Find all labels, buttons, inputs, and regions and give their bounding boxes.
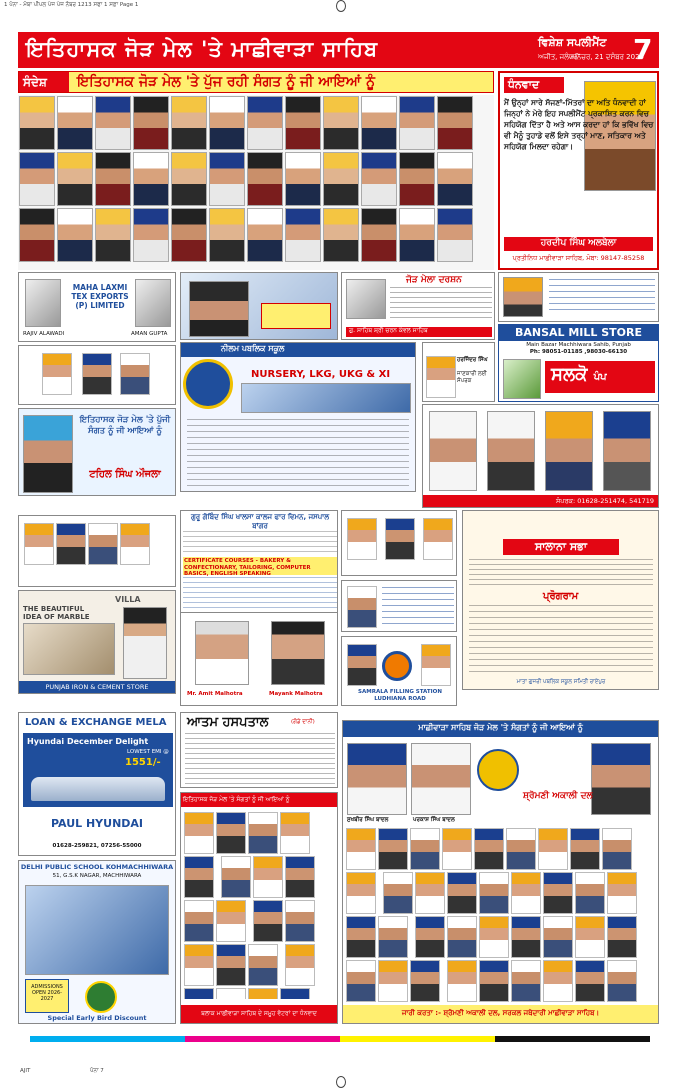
cars-image [31,777,165,801]
portrait-photo [95,152,131,206]
portrait-photo [247,96,283,150]
portrait-photo [209,152,245,206]
message-text: ਇਤਿਹਾਸਕ ਜੋੜ ਮੇਲ 'ਤੇ ਪੁੱਜ ਰਹੀ ਸੰਗਤ ਨੂੰ ਜੀ ਆਇਆਂ ਨੂੰ [77,74,375,90]
person-photo [285,900,315,942]
ad-three-leaders [341,510,457,576]
person-photo [385,518,415,560]
portrait-photo [285,208,321,262]
doctor-name: Mr. Amit Malhotra [187,691,243,697]
person-photo [285,856,315,898]
brand-name: VILLA [115,595,141,604]
person-photo [184,944,214,986]
ad-banner-person [180,272,338,340]
person-photo [575,916,605,958]
person-photo [248,988,278,999]
program-list [469,605,653,675]
person-photo [479,872,509,914]
person-photo [575,872,605,914]
person-photo [280,812,310,854]
store-name: PUNJAB IRON & CEMENT STORE [19,681,175,693]
person-photo [429,411,477,491]
person-photo [285,944,315,986]
person-photo [120,523,150,565]
college-info-text [183,577,337,611]
person-name: ਟਹਿਲ ਸਿੰਘ ਔਜਲਾ [89,469,161,480]
person-photo [378,916,408,958]
person-photo [346,960,376,1002]
person-photo [135,279,171,327]
print-info-bar: 1 ਪੰਨਾ - ਮੋਬਾ ਪੀਪਲ ਪੇਜ ਪੇਜ ਨੰਬਰ 1213 ਸਫਾ 1 ਸਫ਼ਾ Page 1 [4,2,139,8]
ad-body-text [382,587,454,627]
person-photo [447,960,477,1002]
school-header-bar [181,343,415,357]
edition-date: ਸ਼ਨਿੱਚਰ, 21 ਦਸੰਬਰ 2025 [570,53,644,61]
person-photo [543,872,573,914]
person-photo [415,916,445,958]
portrait-photo [247,208,283,262]
ad-text: ਜਾਣਕਾਰੀ ਲਈ ਸੰਪਰਕ [457,371,487,384]
offer-title: Hyundai December Delight [27,737,149,746]
person-photo [216,988,246,999]
school-name: DELHI PUBLIC SCHOOL KOHMACHHIWARA [20,863,174,871]
store-phone: Ph: 98051-01185 ,98030-66130 [529,349,628,355]
ad-filling-station [341,636,457,706]
ad-body-text [549,279,655,315]
portrait-photo [57,152,93,206]
person-photo [216,944,246,986]
hospital-name: ਆਤਮ ਹਸਪਤਾਲ [187,715,269,730]
person-photo [447,916,477,958]
person-photo [24,523,54,565]
portrait-photo [209,96,245,150]
ad-welcome-box [341,580,457,632]
portrait-photo [19,208,55,262]
person-photo [346,916,376,958]
person-photo [607,916,637,958]
portrait-photo [285,152,321,206]
portrait-photo [361,152,397,206]
portrait-photo [133,96,169,150]
discount-text: Special Early Bird Discount [47,1014,147,1022]
person-photo [280,988,310,999]
person-photo [511,916,541,958]
portrait-photo [437,152,473,206]
color-registration-bar [30,1036,650,1042]
person-photo [442,828,472,870]
ad-school [180,342,416,492]
hospital-tag: (ਗੋਡੇ ਦਾਨੀ) [291,719,315,725]
portrait-photo [19,152,55,206]
person-photo [346,279,386,319]
ad-contact: ਸੰਪਰਕ: 01628-251474, 541719 [423,495,658,507]
station-name: SAMRALA FILLING STATION LUDHIANA ROAD [358,689,442,702]
fuel-logo-icon [382,651,412,681]
page-number: 7 [633,33,653,66]
ad-akali-dal [342,720,659,1024]
ad-hyundai [18,712,176,856]
person-photo [271,621,325,685]
councillors-grid [183,811,337,999]
person-photo [545,411,593,491]
store-name: BANSAL MILL STORE [499,325,658,341]
person-photo [23,415,73,493]
leader-photo [347,743,407,815]
person-photo [253,856,283,898]
leader-photo [591,743,651,815]
person-photo [248,944,278,986]
portrait-photo [399,96,435,150]
person-photo [347,586,377,628]
portrait-photo [361,96,397,150]
portrait-photo [399,152,435,206]
person-photo [195,621,249,685]
college-name: ਗੁਰੂ ਗੋਬਿੰਦ ਸਿੰਘ ਖਾਲਸਾ ਕਾਲਜ ਫਾਰ ਵਿਮਨ, ਜਸਪਾਲ ਬਾਂਗਰ [190,513,330,530]
person-photo [543,916,573,958]
person-photo [248,812,278,854]
person-photo [253,900,283,942]
akali-greeting: ਮਾਛੀਵਾੜਾ ਸਾਹਿਬ ਜੋੜ ਮੇਲ 'ਤੇ ਸੰਗਤਾਂ ਨੂੰ ਜੀ ਆਇਆਂ ਨੂੰ [343,721,658,737]
doctor-name: Mayank Malhotra [269,691,323,697]
mela-heading: LOAN & EXCHANGE MELA [25,717,167,728]
brand-logo [545,361,655,393]
portrait-photo [171,96,207,150]
company-name: MAHA LAXMI TEX EXPORTS (P) LIMITED [71,283,129,310]
person-photo [543,960,573,1002]
portrait-photo [95,208,131,262]
model-photo [123,607,167,679]
person-photo [378,960,408,1002]
person-photo [607,960,637,1002]
portrait-photo [209,208,245,262]
councillors-footer: ਬਲਾਕ ਮਾਛੀਵਾੜਾ ਸਾਹਿਬ ਦੇ ਸਮੂਹ ਵੋਟਰਾਂ ਦਾ ਧੰਨਵਾਦ [181,1005,337,1023]
portrait-photo [323,152,359,206]
ad-villa-marble [18,590,176,694]
ad-singer-welcome [18,408,176,496]
person-photo [503,277,543,317]
person-photo [221,856,251,898]
dealer-phone: 01628-259821, 07256-55000 [52,843,142,849]
leader-name: ਸੁਖਬੀਰ ਸਿੰਘ ਬਾਦਲ [347,817,389,823]
ad-councillors [180,792,338,1024]
admission-badge: ADMISSIONS OPEN 2026-2027 [25,979,69,1013]
person-photo [602,828,632,870]
person-photo [184,856,214,898]
message-tag: ਸੰਦੇਸ਼ [19,72,69,92]
portrait-photo [57,96,93,150]
person-photo [474,828,504,870]
person-photo [421,644,451,686]
school-body-text [187,419,409,487]
ad-persons-row [18,515,176,587]
emi-amount: 1551/- [125,757,161,768]
person-photo [347,644,377,686]
hyundai-banner [23,733,173,807]
school-logo [183,359,233,409]
akali-footer: ਜਾਰੀ ਕਰਤਾ :- ਸ਼੍ਰੋਮਣੀ ਅਕਾਲੀ ਦਲ, ਸਰਕਲ ਜਥੇਦਾਰੀ ਮਾਛੀਵਾੜਾ ਸਾਹਿਬ। [343,1005,658,1023]
person-photo [479,960,509,1002]
person-photo [506,828,536,870]
leader-name: ਪਰਕਾਸ਼ ਸਿੰਘ ਬਾਦਲ [413,817,455,823]
portrait-photo [323,96,359,150]
councillors-title: ਇਤਿਹਾਸਕ ਜੋੜ ਮੇਲ 'ਤੇ ਸੰਗਤਾਂ ਨੂੰ ਜੀ ਆਇਆਂ ਨੂੰ [181,793,337,807]
interior-photo [23,623,115,675]
person-photo [603,411,651,491]
person-photo [56,523,86,565]
person-photo [410,828,440,870]
ad-college [180,510,338,614]
person-photo [607,872,637,914]
thanks-heading: ਧੰਨਵਾਦ [504,77,564,93]
crosshair-icon [336,1076,346,1088]
akali-members-grid [345,827,658,1003]
shed-footer: ਗੁ. ਸਾਹਿਬ ਸ਼੍ਰੀ ਚਰਨ ਕੰਵਲ ਸਾਹਿਬ [346,327,492,337]
ad-kulfi [422,342,495,402]
footer-brand: AJIT [20,1068,31,1074]
school-address: 51, G.S.K NAGAR, MACHHIWARA [52,873,142,879]
message-banner [18,71,494,93]
meeting-footer: ਮਾਤਾ ਗੁਜਰੀ ਪਬਲਿਕ ਸਕੂਲ ਸਮਿਤੀ ਰਾਏਪੁਰ [516,679,606,685]
portrait-photo [437,208,473,262]
scales-logo-icon [477,749,519,791]
ad-body-text [390,287,492,321]
portrait-photo [171,208,207,262]
person-photo [25,279,61,327]
thanks-box [498,71,659,270]
reporter-contact: ਪ੍ਰਤੀਨਿਧ ਮਾਛੀਵਾੜਾ ਸਾਹਿਬ, ਮੋਬਾ: 98147-85258 [512,254,645,262]
person-photo [189,281,249,337]
school-building-photo [241,383,411,413]
meeting-body-text [469,559,653,589]
person-photo [82,353,112,395]
ad-four-persons [422,404,659,508]
brand-name: ਸਲਕੋ [551,364,588,385]
masthead [18,32,659,68]
portrait-photo [437,96,473,150]
ad-hospital [180,712,338,788]
crosshair-icon [336,0,346,12]
person-photo [42,353,72,395]
portrait-photo [171,152,207,206]
ad-text-block [261,303,331,329]
leader-photo [411,743,471,815]
person-photo [216,900,246,942]
person-photo [487,411,535,491]
ad-bansal-mill-store [498,324,659,402]
supplement-label: ਵਿਸ਼ੇਸ਼ ਸਪਲੀਮੈਂਟ [538,36,607,49]
person-photo [575,960,605,1002]
person-photo [184,812,214,854]
reporter-name: ਹਰਦੀਪ ਸਿੰਘ ਅਲਬੇਲਾ [504,237,653,251]
welcome-text: ਇਤਿਹਾਸਕ ਜੋੜ ਮੇਲ 'ਤੇ ਪੁੱਜੀ ਸੰਗਤ ਨੂੰ ਜੀ ਆਇਆਂ ਨੂੰ [79,415,171,436]
person-photo [346,872,376,914]
dealer-name: PAUL HYUNDAI [50,817,144,830]
ad-dps [18,860,176,1024]
person-photo [538,828,568,870]
person-photo [346,828,376,870]
person-photo [184,988,214,999]
students-photo [25,885,169,975]
tagline: THE BEAUTIFUL IDEA OF MARBLE [23,605,90,621]
meeting-program-label: ਪ੍ਰੋਗਰਾਮ [543,591,579,602]
ad-leader-welcome [498,272,659,322]
college-courses: CERTIFICATE COURSES - BAKERY & CONFECTIONARY, TAILORING, COMPUTER BASICS, ENGLISH SPEAKING [183,557,337,575]
brand-suffix: ਪੰਪ [593,372,607,383]
person-name: AMAN GUPTA [131,331,168,337]
portrait-grid [18,95,494,270]
portrait-photo [399,208,435,262]
school-crest-icon [85,981,117,1013]
portrait-photo [57,208,93,262]
meeting-heading: ਸਾਲਾਨਾ ਸਭਾ [503,539,619,555]
person-name: RAJIV ALAWADI [23,331,65,337]
masthead-title: ਇਤਿਹਾਸਕ ਜੋੜ ਮੇਲ 'ਤੇ ਮਾਛੀਵਾੜਾ ਸਾਹਿਬ [26,37,379,61]
portrait-photo [247,152,283,206]
store-address: Main Bazar Machhiwara Sahib, Punjab [526,342,631,348]
person-photo [423,518,453,560]
ad-three-persons [18,345,176,405]
person-photo [410,960,440,1002]
person-photo [426,356,456,398]
ad-annual-meeting [462,510,659,690]
person-photo [415,872,445,914]
person-photo [511,960,541,1002]
person-photo [511,872,541,914]
portrait-photo [133,152,169,206]
person-photo [383,872,413,914]
thanks-body: ਮੈਂ ਉਨ੍ਹਾਂ ਸਾਰੇ ਸੱਜਣਾਂ-ਮਿੱਤਰਾਂ ਦਾ ਅਤਿ ਧੰਨਵਾਦੀ ਹਾਂ ਜਿਨ੍ਹਾਂ ਨੇ ਮੇਰੇ ਇਹ ਸਪਲੀਮੈਂਟ ਪ੍ਰਕਾਸ਼ਿਤ ਕਰਨ ਵਿਚ ਸਹਿਯੋਗ ਦਿੱਤਾ ਹੈ ਅਤੇ ਆਸ ਕਰਦਾ ਹਾਂ ਕਿ ਭਵਿੱਖ ਵਿਚ ਵੀ ਮੈਨੂੰ ਤੁਹਾਡੇ ਵਲੋਂ ਇਸੇ ਤਰ੍ਹਾਂ ਮਾਣ, ਸਤਿਕਾਰ ਅਤੇ ਸਹਿਯੋਗ ਮਿਲਦਾ ਰਹੇਗਾ। [504,98,654,151]
ad-tex-exports [18,272,176,342]
ad-shed [341,272,495,340]
school-name: ਨੀਲਮ ਪਬਲਿਕ ਸਕੂਲ [221,344,285,353]
person-photo [120,353,150,395]
shed-heading: ਜੋੜ ਮੇਲਾ ਦਰਸ਼ਨ [406,275,462,285]
hospital-services [185,733,335,785]
person-photo [184,900,214,942]
emi-label: LOWEST EMI @ [127,749,169,755]
portrait-photo [95,96,131,150]
person-photo [88,523,118,565]
portrait-photo [285,96,321,150]
edition-place: ਅਜੀਤ, ਜਲੰਧਰ [538,53,578,61]
person-name: ਹਰਜਿੰਦਰ ਸਿੰਘ [457,357,488,363]
person-photo [447,872,477,914]
portrait-photo [19,96,55,150]
pump-image [503,359,541,399]
person-photo [347,518,377,560]
portrait-photo [323,208,359,262]
footer-page: ਪੰਨਾ 7 [90,1068,104,1074]
portrait-photo [133,208,169,262]
party-name: ਸ਼੍ਰੋਮਣੀ ਅਕਾਲੀ ਦਲ [523,791,593,801]
portrait-photo [361,208,397,262]
person-photo [216,812,246,854]
person-photo [479,916,509,958]
person-photo [570,828,600,870]
ad-doctors [180,612,338,706]
person-photo [378,828,408,870]
school-classes: NURSERY, LKG, UKG & XI [251,369,391,380]
college-body-text [183,531,337,555]
